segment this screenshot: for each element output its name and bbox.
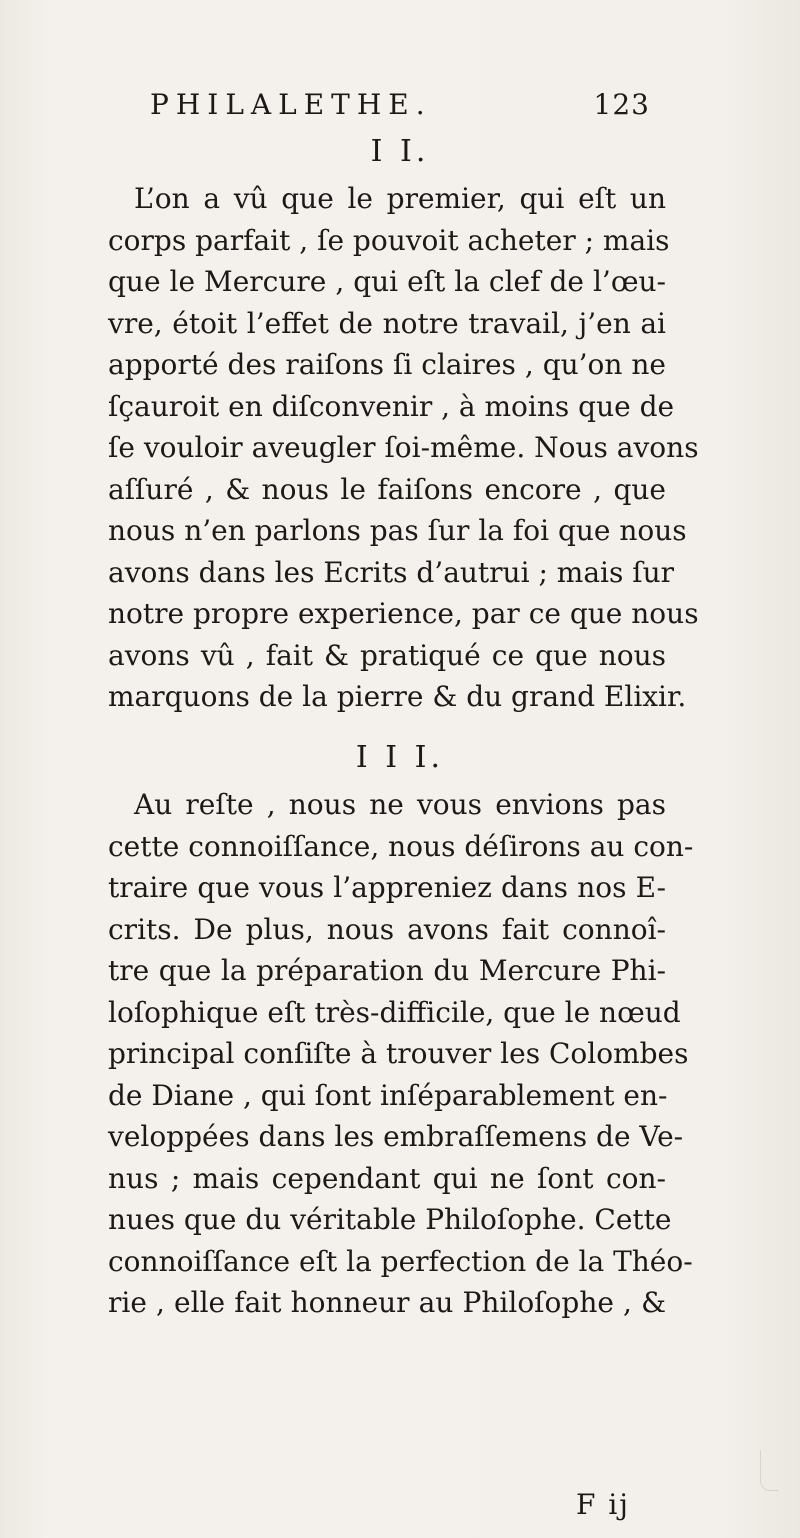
text-line: aſſuré , & nous le faiſons encore , que [108,472,666,506]
text-line: vre, étoit l’effet de notre travail, j’en ai [108,306,666,340]
text-line: tre que la préparation du Mercure Phi- [108,954,666,987]
text-line: nus ; mais cependant qui ne ſont con- [108,1161,666,1195]
text-line: avons dans les Ecrits d’autrui ; mais ſur [108,555,675,589]
text-line: notre propre experience, par ce que nous [108,597,699,630]
section-numeral-3: I I I. [355,740,445,775]
page-edge-mark [760,1450,779,1491]
text-line: nues que du véritable Philoſophe. Cette [108,1203,672,1236]
text-line: rie , elle fait honneur au Philoſophe , & [108,1286,666,1319]
text-line: cette connoiſſance, nous déſirons au con- [108,829,694,863]
text-line: veloppées dans les embraſſemens de Ve- [108,1120,684,1153]
text-line: traire que vous l’appreniez dans nos E- [108,871,666,904]
text-line: connoiſſance eſt la perfection de la Théo- [108,1244,693,1278]
text-line: crits. De plus, nous avons fait connoî- [108,912,666,946]
text-line: corps parfait , ſe pouvoit acheter ; mais [108,223,670,257]
running-head [150,88,650,124]
text-line: que le Mercure , qui eſt la clef de l’œu- [108,265,666,298]
text-line: marquons de la pierre & du grand Elixir. [108,680,687,713]
text-line: Au reſte , nous ne vous envions pas [134,788,666,821]
text-line: L’on a vû que le premier, qui eſt un [134,182,666,215]
text-line: loſophique eſt très-difficile, que le nœud [108,995,681,1029]
text-line: ſçauroit en diſconvenir , à moins que de [108,389,675,423]
text-line: avons vû , fait & pratiqué ce que nous [108,638,666,672]
running-title: PHILALETHE. [150,88,432,121]
page-number: 123 [593,88,650,121]
text-line: ſe vouloir aveugler ſoi-même. Nous avons [108,431,699,464]
text-line: de Diane , qui ſont inſéparablement en- [108,1078,668,1112]
text-line: apporté des raiſons ſi claires , qu’on ne [108,348,666,381]
signature-mark: F ij [576,1488,630,1521]
paragraph-section-3 [108,784,694,1324]
text-line: principal conſiſte à trouver les Colombes [108,1037,689,1070]
text-line: nous n’en parlons pas ſur la foi que nous [108,514,687,547]
section-numeral-2: I I. [370,134,430,169]
paragraph-section-2 [108,178,699,718]
